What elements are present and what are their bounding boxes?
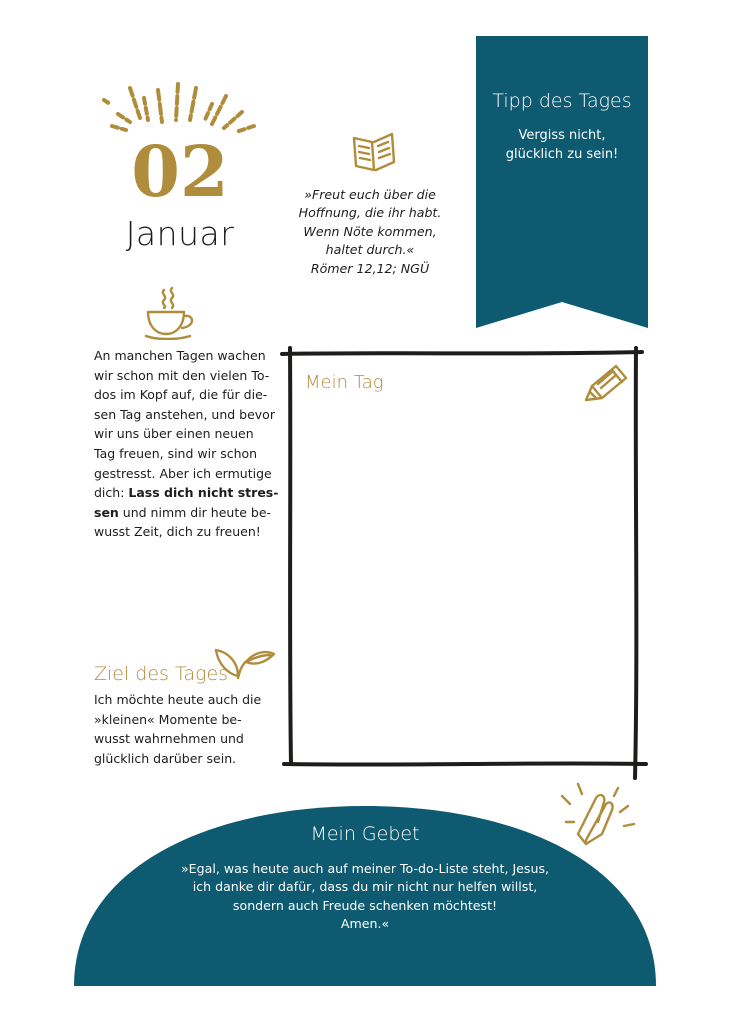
book-icon: [350, 130, 398, 174]
intro-line: dos im Kopf auf, die für die-: [94, 387, 268, 403]
goal-line: glücklich darüber sein.: [94, 750, 237, 766]
intro-line: gestresst. Aber ich ermutige: [94, 465, 272, 481]
verse-line: Wenn Nöte kommen,: [303, 223, 437, 239]
journal-writing-area[interactable]: [300, 404, 628, 756]
intro-text-fragment: und nimm dir heute be-: [118, 504, 272, 520]
date-month: Januar: [125, 214, 235, 253]
coffee-cup-icon: [142, 286, 202, 340]
prayer-line: Amen.«: [340, 916, 390, 932]
sprout-icon: [212, 644, 278, 680]
goal-line: wusst wahrnehmen und: [94, 731, 244, 747]
prayer-text: [130, 860, 600, 934]
prayer-line: ich danke dir dafür, dass du mir nicht nur helfen willst,: [192, 879, 538, 895]
goal-line: »kleinen« Momente be-: [94, 711, 242, 727]
intro-line: An manchen Tagen wachen: [94, 348, 266, 363]
intro-line: Tag freuen, sind wir schon: [94, 445, 258, 461]
intro-line: wir schon mit den vielen To-: [94, 367, 270, 383]
intro-text-fragment: dich:: [94, 485, 129, 501]
intro-line: sen Tag anstehen, und bevor: [94, 406, 275, 422]
tip-text: [476, 126, 648, 164]
intro-line: wir uns über einen neuen: [94, 426, 254, 442]
date-day: 02: [131, 130, 229, 213]
verse-line: Hoffnung, die ihr habt.: [298, 205, 442, 221]
verse-reference: Römer 12,12; NGÜ: [310, 260, 430, 276]
intro-line: [94, 483, 279, 503]
intro-text: [94, 346, 279, 542]
tip-title: Tipp des Tages: [492, 90, 632, 112]
verse-line: haltet durch.«: [325, 242, 415, 258]
intro-emphasis: sen: [94, 504, 119, 520]
prayer-line: sondern auch Freude schenken möchtest!: [232, 897, 498, 913]
intro-emphasis: Lass dich nicht stres-: [128, 485, 279, 501]
tip-line: glücklich zu sein!: [505, 147, 619, 162]
goal-title: Ziel des Tages: [94, 663, 229, 685]
bible-verse: [282, 186, 458, 278]
pencil-icon: [582, 362, 630, 404]
verse-line: »Freut euch über die: [304, 187, 436, 202]
prayer-title: Mein Gebet: [310, 823, 420, 845]
prayer-line: »Egal, was heute auch auf meiner To-do-Liste steht, Jesus,: [180, 861, 550, 876]
intro-line: wusst Zeit, dich zu freuen!: [94, 524, 261, 540]
intro-line: [94, 503, 272, 523]
tip-banner: [476, 36, 648, 328]
goal-text: [94, 690, 274, 768]
journal-title: Mein Tag: [305, 372, 384, 393]
goal-line: Ich möchte heute auch die: [94, 692, 262, 707]
tip-line: Vergiss nicht,: [518, 128, 606, 143]
